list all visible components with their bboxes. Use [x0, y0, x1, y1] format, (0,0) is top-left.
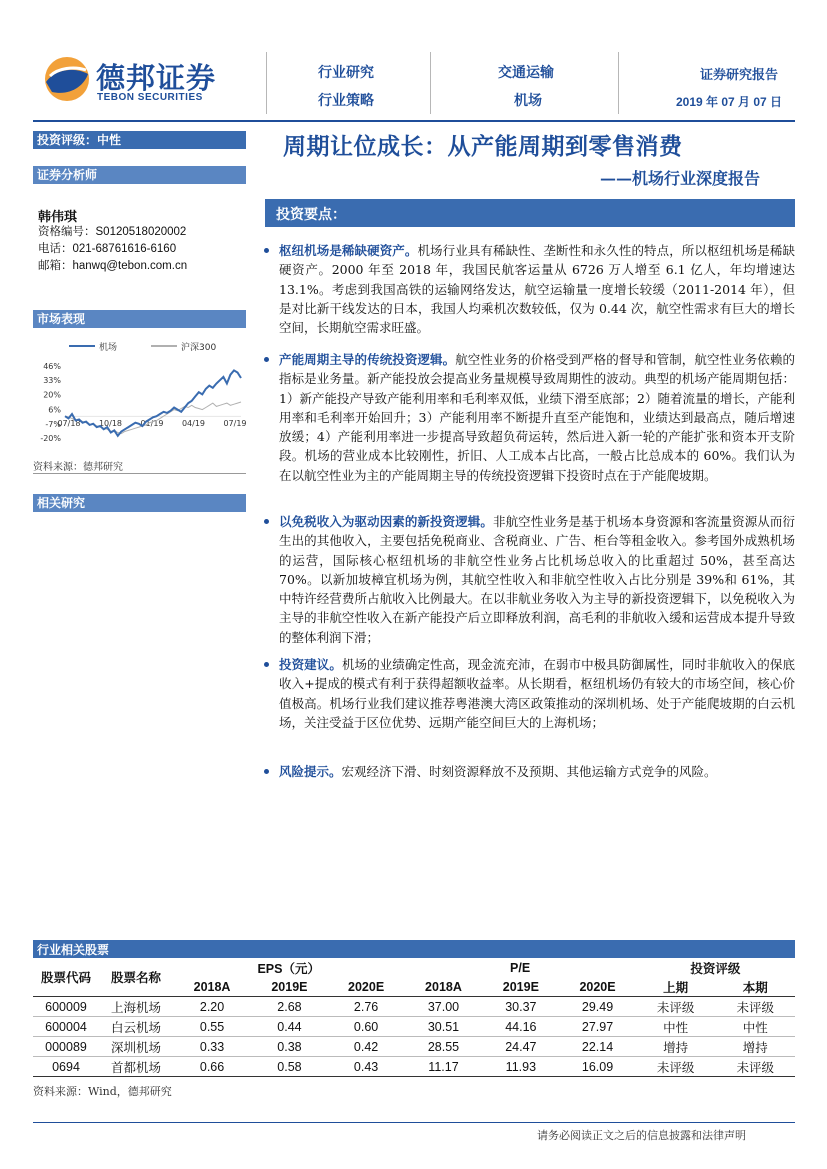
col-header-pe: P/E: [510, 960, 531, 975]
col-header-prev: 上期: [663, 979, 689, 995]
cell-eps: 0.38: [277, 1039, 302, 1054]
analyst-phone: 电话：021-68761616-6160: [38, 243, 177, 255]
footer-disclaimer: 请务必阅读正文之后的信息披露和法律声明: [537, 1129, 746, 1142]
cell-eps: 0.33: [199, 1039, 225, 1054]
table-row: [33, 997, 795, 1017]
point-head: 风险提示。: [279, 764, 342, 779]
cell-eps: 0.42: [353, 1039, 379, 1054]
point-body: 航空性业务的价格受到严格的督导和管制，航空性业务依赖的指标是业务量。新产能投放会提高业务量规模导致周期性的波动。典型的机场产能周期包括：1）新产能投产导致产能利用率和毛利率双低，业绩下滑至底部；2）随着流量的增长，产能利用率和毛利率开始回升；3）产能利用率不断提升直至产能饱和，业绩达到最高点，随后增速放缓；4）产能利用率进一步提高导致超负荷运转，然后进入新一轮的产能扩张和资本开支阶段。机场的营业成本比较刚性，折旧、人工成本占比高，一般占比总成本的 60%。我们认为在以航空性业为主的产能周期主导的传统投资逻辑下投资时点在于产能爬坡期。: [279, 352, 795, 483]
analyst-name: 韩伟琪: [38, 210, 78, 225]
market-chart-svg: [33, 334, 246, 444]
cell-curr-rating: 增持: [742, 1039, 768, 1055]
header-col1-line2: 行业策略: [318, 93, 374, 109]
cell-eps: 2.20: [199, 999, 225, 1014]
brand-name-cn: 德邦证券: [96, 61, 217, 95]
cell-eps: 0.43: [353, 1059, 379, 1074]
cell-eps: 0.58: [277, 1059, 302, 1074]
point-recommendation: [279, 655, 795, 732]
y-tick-label: -20%: [40, 434, 61, 443]
analyst-email: 邮箱：hanwq@tebon.com.cn: [38, 260, 188, 272]
cell-prev-rating: 中性: [663, 1019, 689, 1035]
cell-pe: 16.09: [581, 1059, 614, 1074]
x-tick-label: 07/18: [57, 418, 81, 428]
point-body: 机场的业绩确定性高，现金流充沛，在弱市中极具防御属性，同时非航收入的保底收入+提成的模式有利于获得超额收益率。从长期看，枢纽机场仍有较大的市场空间，核心价值极高。机场行业我们建议推荐粤港澳大湾区政策推动的深圳机场、处于产能爬坡期的白云机场，关注受益于区位优势、远期产能空间巨大的上海机场；: [279, 657, 795, 730]
point-head: 产能周期主导的传统投资逻辑。: [279, 352, 456, 367]
cell-code: 600009: [45, 999, 87, 1014]
y-tick-label: 46%: [43, 362, 61, 371]
cell-curr-rating: 未评级: [736, 999, 774, 1015]
legend-label: 沪深300: [181, 343, 217, 353]
points-bar: [265, 199, 795, 227]
cell-name: 深圳机场: [110, 1039, 161, 1055]
cell-prev-rating: 未评级: [656, 999, 695, 1015]
header-divider: [618, 52, 619, 114]
col-header-name: 股票名称: [110, 970, 161, 985]
col-header-year: 2018A: [425, 979, 462, 994]
bullet-icon: [264, 248, 269, 253]
cell-pe: 30.51: [427, 1019, 460, 1034]
header-col2-line1: 交通运输: [498, 65, 554, 81]
table-bar-label: 行业相关股票: [37, 943, 110, 957]
col-header-curr: 本期: [742, 979, 768, 995]
col-header-eps: EPS（元）: [257, 961, 320, 976]
table-bar: [33, 940, 795, 958]
x-tick-label: 10/18: [98, 418, 123, 428]
point-body: 非航空性业务是基于机场本身资源和客流量资源从而衍生出的其他收入，主要包括免税商业、含税商业、广告、柜台等租金收入。参考国外成熟机场的运营，国际核心枢纽机场的非航空性业务占比机场总收入的比重超过 50%，甚至高达 70%。以新加坡樟宜机场为例，其航空性收入和非航空性收入占比分别是 39%和 61%，其中特许经营费所占航收入比例最大。在以非航业务收入为主导的新投资逻辑下，以免税收入为主导的非航空性收入在新产能投产后立即释放利润，高毛利的非航收入缓和运营成本提升导致的整体利润下滑；: [279, 514, 795, 645]
market-bar: 市场表现: [33, 310, 246, 328]
bullet-icon: [264, 357, 269, 362]
stock-table: [33, 958, 795, 1077]
point-duty-free: [279, 512, 795, 647]
cell-eps: 0.66: [199, 1059, 225, 1074]
cell-name: 上海机场: [110, 999, 161, 1015]
cell-pe: 24.47: [505, 1039, 537, 1054]
tebon-logo-icon: [44, 56, 90, 102]
point-capacity-cycle: [279, 350, 795, 485]
table-row: [33, 1057, 795, 1077]
report-title: 周期让位成长：从产能周期到零售消费: [283, 133, 683, 160]
cell-code: 600004: [45, 1019, 87, 1034]
x-tick-label: 01/19: [140, 418, 164, 428]
cell-pe: 30.37: [505, 999, 537, 1014]
cell-prev-rating: 增持: [663, 1039, 689, 1055]
header-col2-line2: 机场: [514, 93, 542, 109]
header-divider: [430, 52, 431, 114]
col-header-rating: 投资评级: [690, 960, 741, 976]
cell-eps: 2.76: [353, 999, 379, 1014]
cell-eps: 0.44: [277, 1019, 302, 1034]
header-col1-line1: 行业研究: [318, 65, 374, 81]
header-divider: [266, 52, 267, 114]
cell-curr-rating: 中性: [742, 1019, 768, 1035]
cell-pe: 44.16: [505, 1019, 537, 1034]
x-tick-label: 07/19: [223, 418, 246, 428]
rating-bar: 投资评级：中性: [33, 131, 246, 149]
col-header-year: 2020E: [579, 979, 616, 994]
table-row: [33, 1037, 795, 1057]
cell-name: 白云机场: [110, 1019, 161, 1035]
col-header-code: 股票代码: [40, 970, 91, 985]
cell-pe: 28.55: [427, 1039, 460, 1054]
chart-source-rule: [33, 473, 246, 474]
x-tick-label: 04/19: [181, 418, 206, 428]
related-bar: 相关研究: [33, 494, 246, 512]
cell-code: 000089: [45, 1039, 87, 1054]
cell-curr-rating: 未评级: [736, 1059, 774, 1075]
table-source: 资料来源：Wind，德邦研究: [33, 1085, 172, 1098]
analyst-qualification: 资格编号：S0120518020002: [38, 226, 187, 238]
cell-pe: 27.97: [581, 1019, 614, 1034]
point-head: 枢纽机场是稀缺硬资产。: [279, 243, 418, 258]
cell-pe: 22.14: [581, 1039, 614, 1054]
chart-source: 资料来源：德邦研究: [33, 462, 123, 473]
cell-prev-rating: 未评级: [656, 1059, 695, 1075]
point-hub-airport: [279, 241, 795, 337]
cell-name: 首都机场: [110, 1059, 161, 1075]
cell-eps: 2.68: [277, 999, 302, 1014]
points-bar-label: 投资要点：: [276, 207, 346, 223]
col-header-year: 2019E: [502, 979, 539, 994]
y-tick-label: 6%: [48, 405, 61, 415]
y-tick-label: -7%: [45, 419, 61, 429]
header: [0, 0, 827, 120]
header-rule: [33, 120, 795, 122]
cell-pe: 37.00: [427, 999, 460, 1014]
cell-eps: 0.60: [353, 1019, 379, 1034]
bullet-icon: [264, 519, 269, 524]
point-body: 宏观经济下滑、时刻资源释放不及预期、其他运输方式竞争的风险。: [341, 764, 717, 779]
bullet-icon: [264, 769, 269, 774]
col-header-year: 2019E: [271, 979, 308, 994]
cell-pe: 11.17: [428, 1059, 459, 1074]
cell-eps: 0.55: [199, 1019, 225, 1034]
header-report-type: 证券研究报告: [700, 68, 779, 83]
report-subtitle: ——机场行业深度报告: [600, 169, 761, 188]
bullet-icon: [264, 662, 269, 667]
point-risk: [279, 762, 795, 781]
col-header-year: 2018A: [193, 979, 231, 994]
cell-code: 0694: [52, 1059, 80, 1074]
point-body: 机场行业具有稀缺性、垄断性和永久性的特点，所以枢纽机场是稀缺硬资产。2000 年至 2018 年，我国民航客运量从 6726 万人增至 6.1 亿人，年均增速达 13.1%。考虑到我国高铁的运输网络发达，航空运输量一度增长较缓（2011-2014 年），但是对比新干线发达的日本，我国人均乘机次数较低，仅为 0.44 次，航空性需求有巨大的增长空间，长期航空需求旺盛。: [279, 243, 795, 336]
legend-label: 机场: [99, 343, 118, 353]
cell-pe: 29.49: [581, 999, 614, 1014]
table-row: [33, 1017, 795, 1037]
market-chart: [33, 334, 246, 444]
y-tick-label: 20%: [43, 390, 61, 400]
brand-name-en: TEBON SECURITIES: [97, 92, 203, 103]
col-header-year: 2020E: [348, 979, 385, 994]
point-head: 投资建议。: [279, 657, 342, 672]
y-tick-label: 33%: [43, 376, 61, 386]
point-head: 以免税收入为驱动因素的新投资逻辑。: [279, 514, 493, 529]
footer-rule: [33, 1122, 795, 1123]
cell-pe: 11.93: [505, 1059, 537, 1074]
header-date: 2019 年 07 月 07 日: [676, 95, 783, 109]
analyst-bar: 证券分析师: [33, 166, 246, 184]
